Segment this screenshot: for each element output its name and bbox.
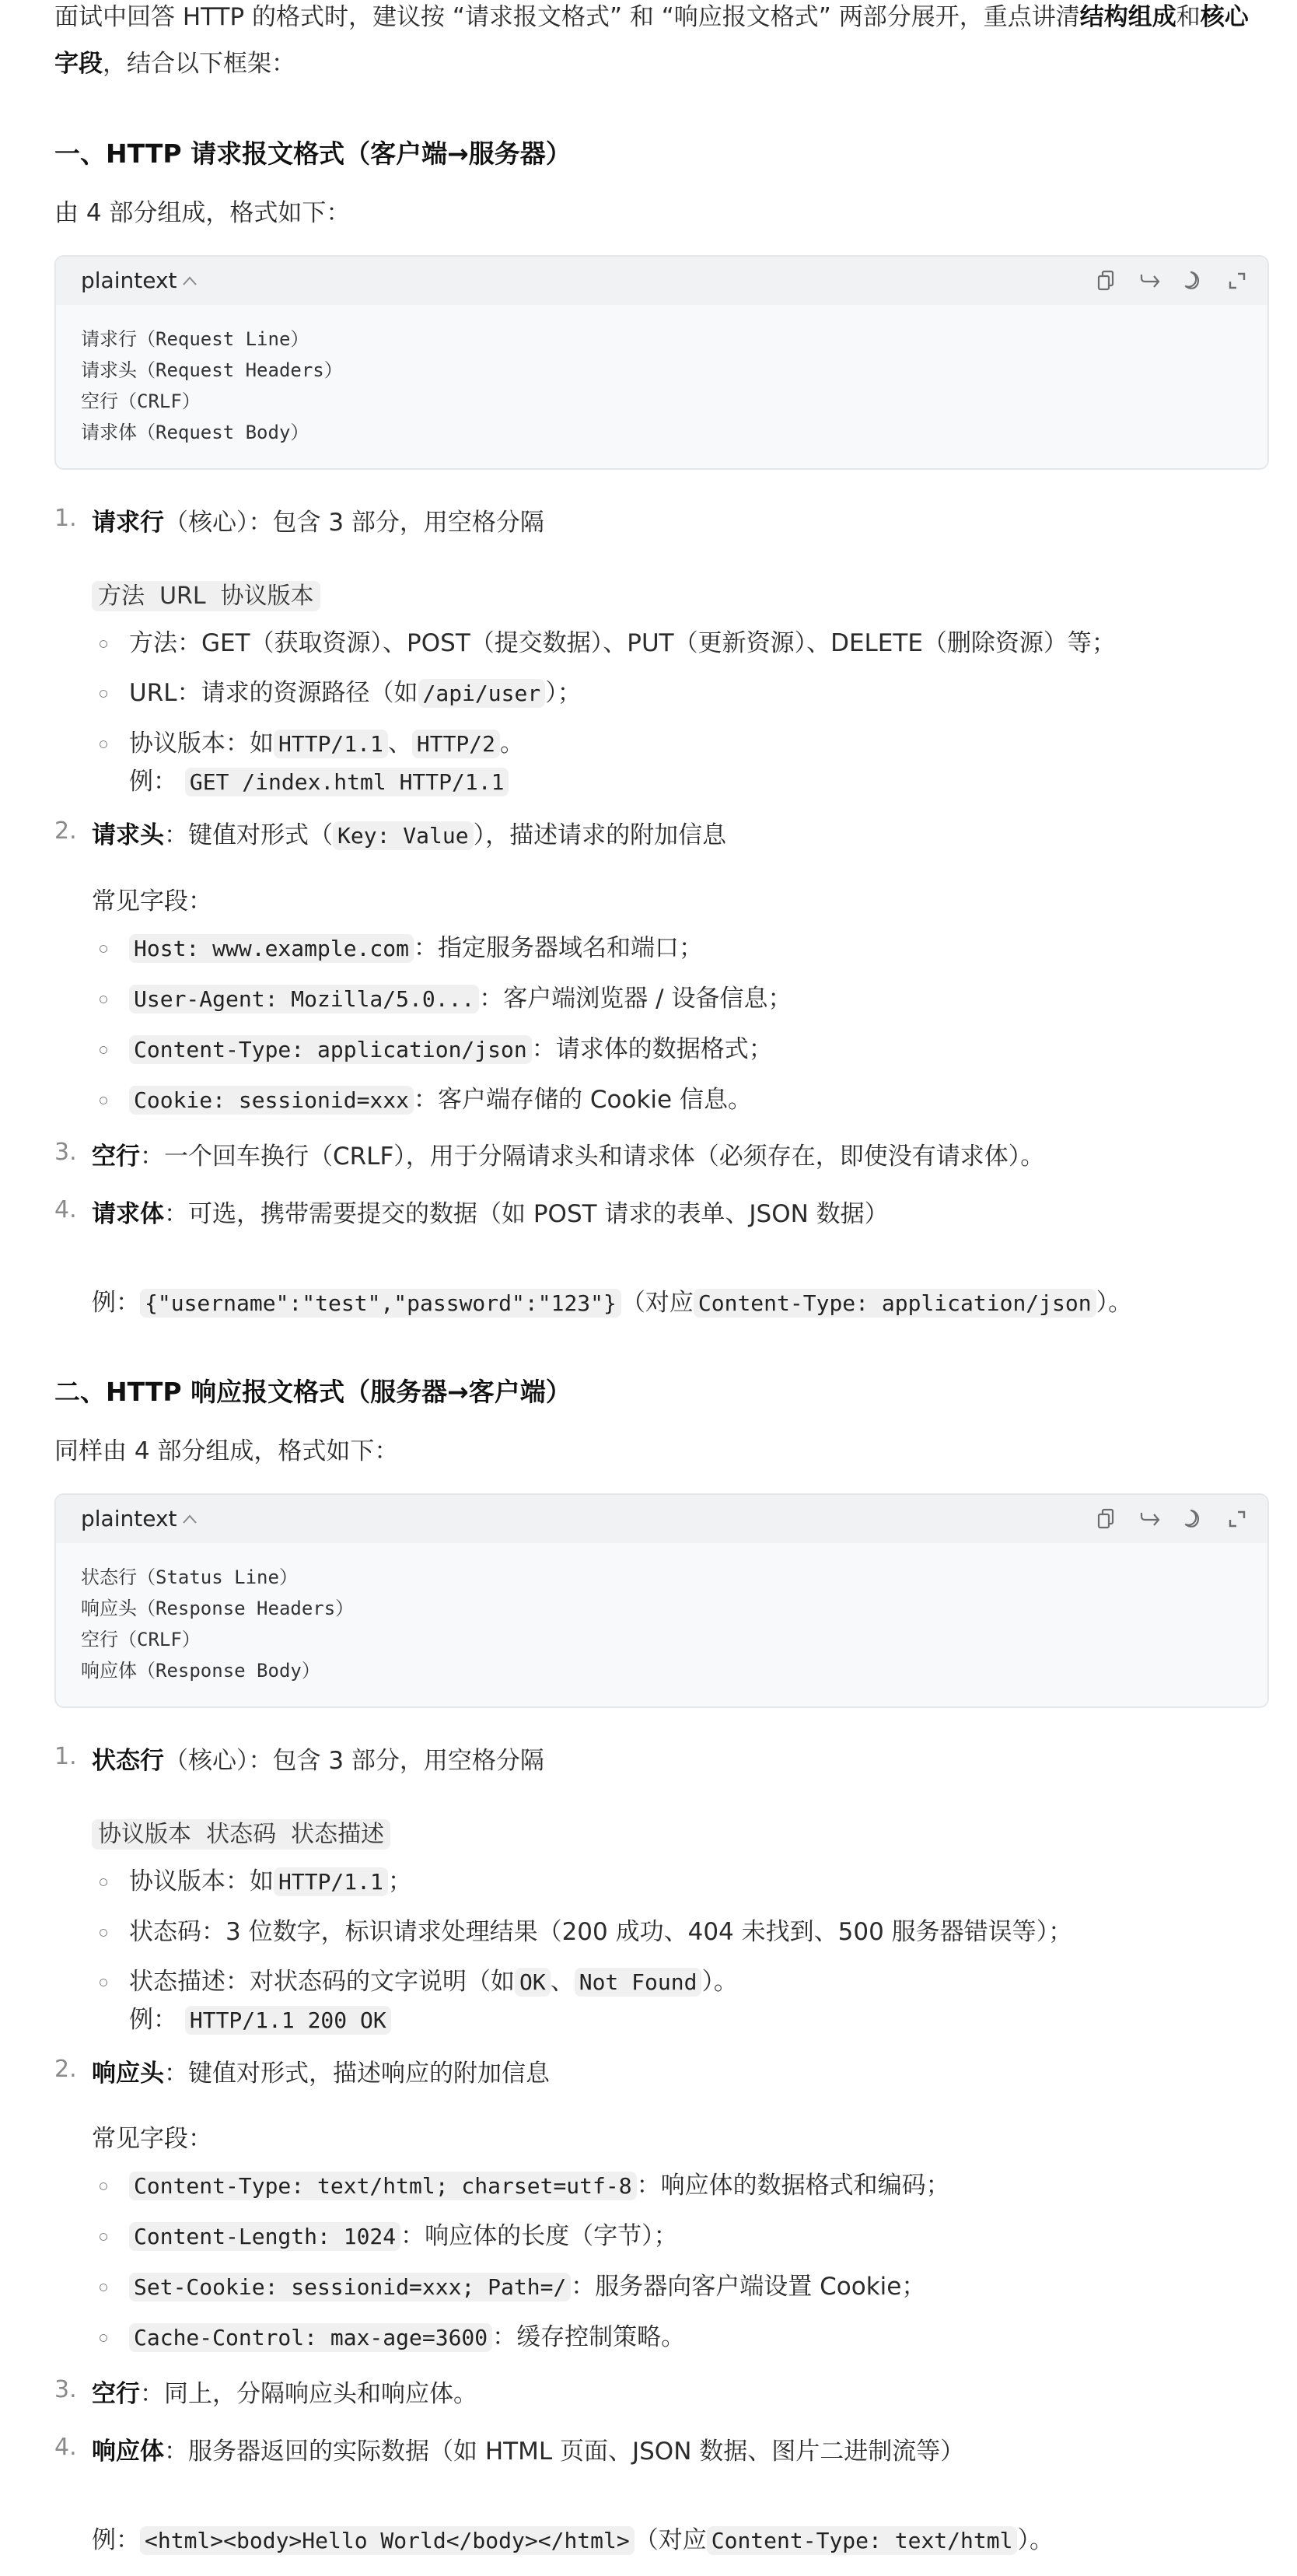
- sub-item-text: 状态描述：对状态码的文字说明（如: [129, 1968, 515, 1996]
- item-title-bold: 请求行: [92, 509, 164, 537]
- sub-item-text: 、: [387, 730, 412, 758]
- item-title-bold: 响应体: [92, 2438, 164, 2466]
- code-block-header: [56, 1495, 1267, 1543]
- inline-code: 协议版本 状态码 状态描述: [92, 1819, 390, 1850]
- item-title: [92, 2430, 1269, 2473]
- inline-code: 方法 URL 协议版本: [92, 581, 320, 611]
- example-label: 例：: [92, 1289, 140, 1317]
- intro-bold-structure: 结构组成: [1079, 3, 1176, 31]
- theme-icon[interactable]: [1180, 268, 1207, 294]
- example-line: [129, 765, 1269, 800]
- wrap-icon[interactable]: [1137, 1506, 1163, 1532]
- inline-code: Host: www.example.com: [129, 934, 414, 963]
- sub-item-text: ）。: [701, 1968, 738, 1996]
- fields-label: 常见字段：: [92, 2125, 212, 2153]
- code-language-toggle[interactable]: [81, 264, 198, 297]
- field-item: [92, 2165, 1269, 2207]
- item-title: [92, 501, 1269, 544]
- item-title: [92, 1135, 1269, 1178]
- field-item: [92, 2317, 1269, 2358]
- bullet-icon: [100, 1878, 107, 1886]
- code-line: 请求行（Request Line）: [81, 328, 309, 350]
- item-title-bold: 请求头: [92, 821, 164, 849]
- response-lead: 同样由 4 部分组成，格式如下：: [54, 1437, 399, 1465]
- intro-bold-fields: 核心字段: [54, 3, 1249, 78]
- bullet-icon: [100, 1929, 107, 1937]
- field-desc: ：请求体的数据格式；: [531, 1035, 773, 1063]
- item-title-bold: 空行: [92, 1143, 140, 1171]
- fields-label: 常见字段：: [92, 887, 212, 915]
- bullet-icon: [100, 2334, 107, 2342]
- item-title-bold: 状态行: [92, 1747, 164, 1775]
- item-title: [92, 2372, 1269, 2416]
- code-language-label: plaintext: [81, 268, 177, 293]
- chevron-up-icon: [182, 1514, 198, 1524]
- inline-code: HTTP/1.1 200 OK: [185, 2006, 391, 2035]
- code-line: 空行（CRLF）: [81, 390, 201, 412]
- list-item-response-headers: [54, 2052, 1269, 2358]
- inline-code: Content-Type: text/html: [707, 2526, 1018, 2555]
- code-toolbar: [1093, 1506, 1250, 1532]
- sub-item-text: ）；: [545, 679, 582, 707]
- response-parts-list: [54, 1739, 1269, 2563]
- code-block-content: [56, 1543, 1267, 1706]
- field-desc: ：缓存控制策略。: [492, 2323, 686, 2351]
- inline-code: Content-Length: 1024: [129, 2222, 400, 2251]
- list-number: 2.: [54, 2056, 77, 2083]
- field-desc: ：响应体的长度（字节）；: [400, 2222, 678, 2250]
- example-text: ）。: [1017, 2526, 1054, 2554]
- list-number: 4.: [54, 2434, 77, 2461]
- inline-code: OK: [515, 1968, 551, 1997]
- inline-code: GET /index.html HTTP/1.1: [185, 768, 509, 796]
- inline-code: Content-Type: application/json: [129, 1035, 532, 1064]
- inline-code: HTTP/1.1: [274, 1867, 388, 1896]
- intro-text: 面试中回答 HTTP 的格式时，建议按 “请求报文格式” 和 “响应报文格式” 两部分展开，重点讲清: [54, 3, 1080, 31]
- sub-item-text: ；: [387, 1867, 412, 1895]
- fields-list: [92, 2165, 1269, 2358]
- intro-text-end: ，结合以下框架：: [103, 50, 295, 78]
- bullet-icon: [100, 1097, 107, 1104]
- inline-code: <html><body>Hello World</body></html>: [140, 2526, 635, 2555]
- bullet-icon: [100, 2233, 107, 2241]
- example-text: ）。: [1096, 1289, 1133, 1317]
- example-label: 例：: [129, 768, 177, 796]
- list-item-request-headers: [54, 814, 1269, 1121]
- sub-item-status-desc: [92, 1962, 1269, 2038]
- format-line: [92, 576, 1269, 617]
- example-label: 例：: [129, 2006, 177, 2034]
- inline-code: HTTP/1.1: [274, 730, 388, 758]
- example-line: [92, 2518, 1269, 2563]
- item-description: ：键值对形式（: [164, 821, 333, 849]
- code-line: 响应头（Response Headers）: [81, 1598, 355, 1619]
- code-line: 空行（CRLF）: [81, 1629, 201, 1650]
- item-title: [92, 2052, 1269, 2095]
- bullet-icon: [100, 640, 107, 648]
- intro-paragraph: [54, 0, 1269, 87]
- code-toolbar: [1093, 268, 1250, 294]
- list-item-blank-line: [54, 1135, 1269, 1178]
- response-section-heading: 二、HTTP 响应报文格式（服务器→客户端）: [54, 1377, 572, 1407]
- bullet-icon: [100, 1046, 107, 1054]
- example-label: 例：: [92, 2526, 140, 2554]
- item-description: ），描述请求的附加信息: [473, 821, 727, 849]
- code-line: 请求头（Request Headers）: [81, 359, 343, 381]
- field-desc: ：客户端浏览器 / 设备信息；: [479, 985, 792, 1013]
- format-line: [92, 1814, 1269, 1855]
- sub-item-method: [92, 623, 1269, 663]
- field-item: [92, 2216, 1269, 2257]
- item-title: [92, 1192, 1269, 1236]
- code-language-label: plaintext: [81, 1506, 177, 1531]
- sub-item-text: 状态码：3 位数字，标识请求处理结果（200 成功、404 未找到、500 服务器错误等）；: [129, 1918, 1073, 1946]
- sub-item-protocol: [92, 723, 1269, 800]
- sub-list: [92, 623, 1269, 800]
- field-item: [92, 1080, 1269, 1121]
- code-block-header: [56, 257, 1267, 305]
- sub-list: [92, 1861, 1269, 2038]
- expand-icon[interactable]: [1224, 268, 1250, 294]
- item-description: ：可选，携带需要提交的数据（如 POST 请求的表单、JSON 数据）: [164, 1200, 889, 1228]
- bullet-icon: [100, 2284, 107, 2291]
- example-text: （对应: [634, 2526, 707, 2554]
- inline-code: Cookie: sessionid=xxx: [129, 1086, 414, 1115]
- item-description: （核心）：包含 3 部分，用空格分隔: [164, 509, 544, 537]
- bullet-icon: [100, 2182, 107, 2190]
- bullet-icon: [100, 740, 107, 748]
- code-line: 状态行（Status Line）: [81, 1566, 298, 1588]
- item-description: ：服务器返回的实际数据（如 HTML 页面、JSON 数据、图片二进制流等）: [164, 2438, 965, 2466]
- item-title-bold: 空行: [92, 2380, 140, 2408]
- bullet-icon: [100, 945, 107, 953]
- inline-code: Content-Type: text/html; charset=utf-8: [129, 2172, 637, 2200]
- copy-icon[interactable]: [1093, 1506, 1120, 1532]
- item-title-bold: 请求体: [92, 1200, 164, 1228]
- sub-item-text: URL：请求的资源路径（如: [129, 679, 418, 707]
- field-desc: ：指定服务器域名和端口；: [414, 934, 704, 962]
- item-title: [92, 1739, 1269, 1783]
- inline-code: Key: Value: [333, 821, 474, 850]
- expand-icon[interactable]: [1224, 1506, 1250, 1532]
- list-item-response-body: [54, 2430, 1269, 2563]
- inline-code: Cache-Control: max-age=3600: [129, 2323, 492, 2352]
- list-number: 3.: [54, 1139, 77, 1166]
- code-language-toggle[interactable]: [81, 1503, 198, 1535]
- list-item-blank-line: [54, 2372, 1269, 2416]
- field-item: [92, 978, 1269, 1020]
- inline-code: Not Found: [575, 1968, 702, 1997]
- list-number: 3.: [54, 2376, 77, 2403]
- response-code-block: [54, 1493, 1269, 1708]
- request-lead: 由 4 部分组成，格式如下：: [54, 199, 351, 227]
- request-section-heading: 一、HTTP 请求报文格式（客户端→服务器）: [54, 138, 572, 169]
- code-line: 响应体（Response Body）: [81, 1660, 320, 1682]
- field-desc: ：响应体的数据格式和编码；: [636, 2172, 950, 2200]
- example-text: （对应: [621, 1289, 694, 1317]
- intro-text-and: 和: [1176, 3, 1201, 31]
- item-description: ：一个回车换行（CRLF），用于分隔请求头和请求体（必须存在，即使没有请求体）。: [140, 1143, 1045, 1171]
- item-description: （核心）：包含 3 部分，用空格分隔: [164, 1747, 544, 1775]
- field-item: [92, 2266, 1269, 2308]
- theme-icon[interactable]: [1180, 1506, 1207, 1532]
- code-line: 请求体（Request Body）: [81, 422, 309, 443]
- inline-code: Content-Type: application/json: [694, 1289, 1096, 1318]
- request-code-block: [54, 255, 1269, 470]
- sub-item-text: 协议版本：如: [129, 1867, 274, 1895]
- sub-item-status-code: [92, 1912, 1269, 1952]
- sub-item-text: 方法：GET（获取资源）、POST（提交数据）、PUT（更新资源）、DELETE（删除资源）等；: [129, 629, 1116, 657]
- inline-code: User-Agent: Mozilla/5.0...: [129, 985, 479, 1013]
- inline-code: /api/user: [418, 679, 546, 708]
- sub-item-protocol: [92, 1861, 1269, 1902]
- list-number: 1.: [54, 1743, 77, 1770]
- bullet-icon: [100, 690, 107, 698]
- field-desc: ：客户端存储的 Cookie 信息。: [414, 1086, 752, 1114]
- item-description: ：键值对形式，描述响应的附加信息: [164, 2060, 550, 2088]
- bullet-icon: [100, 1979, 107, 1986]
- request-parts-list: [54, 501, 1269, 1325]
- field-desc: ：服务器向客户端设置 Cookie；: [571, 2273, 926, 2301]
- code-block-content: [56, 305, 1267, 468]
- list-item-request-line: [54, 501, 1269, 800]
- inline-code: {"username":"test","password":"123"}: [140, 1289, 621, 1318]
- copy-icon[interactable]: [1093, 268, 1120, 294]
- example-line: [129, 2003, 1269, 2038]
- item-title: [92, 814, 1269, 858]
- bullet-icon: [100, 996, 107, 1003]
- sub-item-text: 。: [500, 730, 525, 758]
- chevron-up-icon: [182, 275, 198, 286]
- fields-list: [92, 928, 1269, 1121]
- example-line: [92, 1281, 1269, 1325]
- list-item-request-body: [54, 1192, 1269, 1325]
- sub-item-url: [92, 673, 1269, 714]
- sub-item-text: 协议版本：如: [129, 730, 274, 758]
- field-item: [92, 1029, 1269, 1070]
- list-item-status-line: [54, 1739, 1269, 2038]
- list-number: 1.: [54, 505, 77, 532]
- inline-code: Set-Cookie: sessionid=xxx; Path=/: [129, 2273, 571, 2301]
- inline-code: HTTP/2: [412, 730, 500, 758]
- item-description: ：同上，分隔响应头和响应体。: [140, 2380, 477, 2408]
- list-number: 2.: [54, 817, 77, 845]
- item-title-bold: 响应头: [92, 2060, 164, 2088]
- wrap-icon[interactable]: [1137, 268, 1163, 294]
- list-number: 4.: [54, 1196, 77, 1223]
- field-item: [92, 928, 1269, 969]
- sub-item-text: 、: [550, 1968, 575, 1996]
